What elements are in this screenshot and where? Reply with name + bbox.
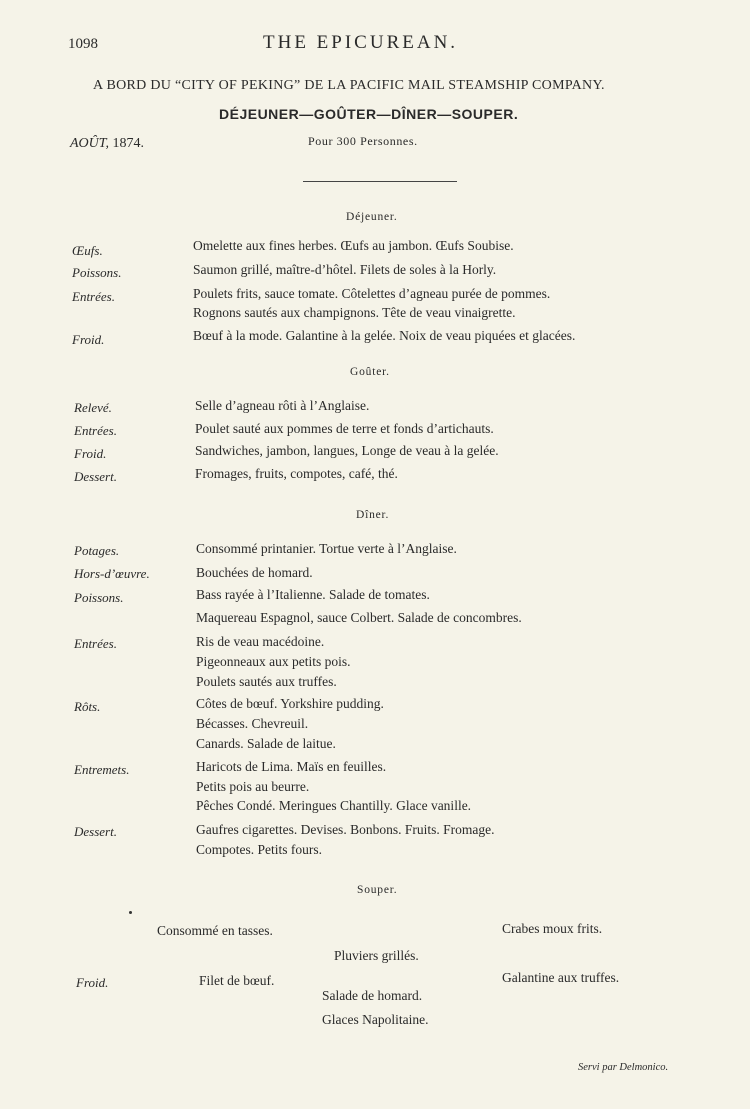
diner-dessert-label: Dessert.	[74, 824, 117, 839]
diner-entrees-line-1: Ris de veau macédoine.	[196, 634, 325, 649]
diner-entrees-line-2: Pigeonneaux aux petits pois.	[196, 654, 351, 669]
menu-date	[70, 136, 144, 152]
diner-entrees-label: Entrées.	[74, 636, 117, 651]
souper-item-salade: Salade de homard.	[322, 988, 423, 1003]
dejeuner-froid-line-1: Bœuf à la mode. Galantine à la gelée. Noix de veau piquées et glacées.	[193, 328, 576, 343]
dejeuner-poissons-line-1: Saumon grillé, maître-d’hôtel. Filets de soles à la Horly.	[193, 262, 497, 277]
gouter-froid-line-1: Sandwiches, jambon, langues, Longe de veau à la gelée.	[195, 443, 499, 458]
diner-rots-label: Rôts.	[74, 699, 101, 714]
souper-froid-label: Froid.	[76, 975, 109, 990]
dejeuner-oeufs-label: Œufs.	[72, 243, 103, 258]
diner-potages-label: Potages.	[74, 543, 120, 558]
diner-entremets-label: Entremets.	[74, 762, 130, 777]
diner-rots-line-2: Bécasses. Chevreuil.	[196, 716, 309, 731]
print-speck	[129, 911, 132, 914]
dejeuner-heading: Déjeuner.	[346, 211, 398, 223]
guest-count: Pour 300 Personnes.	[308, 134, 418, 148]
running-title: THE EPICUREAN.	[263, 32, 459, 53]
souper-item-crabes: Crabes moux frits.	[502, 921, 603, 936]
gouter-releve-line-1: Selle d’agneau rôti à l’Anglaise.	[195, 398, 370, 413]
gouter-dessert-line-1: Fromages, fruits, compotes, café, thé.	[195, 466, 398, 481]
gouter-releve-label: Relevé.	[74, 400, 112, 415]
dejeuner-oeufs-line-1: Omelette aux fines herbes. Œufs au jambon. Œufs Soubise.	[193, 238, 514, 253]
souper-heading: Souper.	[357, 884, 398, 896]
diner-hors-doeuvre-line-1: Bouchées de homard.	[196, 565, 313, 580]
diner-entremets-line-2: Petits pois au beurre.	[196, 779, 310, 794]
meals-line: DÉJEUNER—GOÛTER—DÎNER—SOUPER.	[219, 106, 519, 122]
gouter-dessert-label: Dessert.	[74, 469, 117, 484]
diner-entremets-line-3: Pêches Condé. Meringues Chantilly. Glace vanille.	[196, 798, 472, 813]
gouter-froid-label: Froid.	[74, 446, 107, 461]
souper-item-pluviers: Pluviers grillés.	[334, 948, 419, 963]
souper-item-galantine: Galantine aux truffes.	[502, 970, 620, 985]
date-month: AOÛT,	[70, 136, 110, 151]
dejeuner-froid-label: Froid.	[72, 332, 105, 347]
gouter-entrees-label: Entrées.	[74, 423, 117, 438]
served-by-credit: Servi par Delmonico.	[578, 1062, 669, 1073]
dejeuner-entrees-label: Entrées.	[72, 289, 115, 304]
souper-item-glaces: Glaces Napolitaine.	[322, 1012, 429, 1027]
dejeuner-entrees-line-2: Rognons sautés aux champignons. Tête de veau vinaigrette.	[193, 305, 516, 320]
page-number: 1098	[68, 36, 98, 52]
diner-poissons-label: Poissons.	[74, 590, 124, 605]
souper-item-consomme: Consommé en tasses.	[157, 923, 273, 938]
diner-dessert-line-2: Compotes. Petits fours.	[196, 842, 323, 857]
diner-poissons-line-1: Bass rayée à l’Italienne. Salade de tomates.	[196, 587, 430, 602]
vessel-line: A BORD DU “CITY OF PEKING” DE LA PACIFIC MAIL STEAMSHIP COMPANY.	[93, 78, 605, 93]
diner-poissons-line-2: Maquereau Espagnol, sauce Colbert. Salade de concombres.	[196, 610, 522, 625]
diner-dessert-line-1: Gaufres cigarettes. Devises. Bonbons. Fruits. Fromage.	[196, 822, 495, 837]
diner-rots-line-1: Côtes de bœuf. Yorkshire pudding.	[196, 696, 384, 711]
dejeuner-entrees-line-1: Poulets frits, sauce tomate. Côtelettes d’agneau purée de pommes.	[193, 286, 551, 301]
date-year: 1874.	[112, 136, 145, 151]
diner-heading: Dîner.	[356, 509, 390, 521]
diner-potages-line-1: Consommé printanier. Tortue verte à l’Anglaise.	[196, 541, 457, 556]
gouter-heading: Goûter.	[350, 366, 390, 378]
diner-hors-doeuvre-label: Hors-d’œuvre.	[74, 566, 150, 581]
dejeuner-poissons-label: Poissons.	[72, 265, 122, 280]
divider-rule	[303, 181, 457, 182]
souper-item-filet: Filet de bœuf.	[199, 973, 275, 988]
diner-entrees-line-3: Poulets sautés aux truffes.	[196, 674, 337, 689]
diner-rots-line-3: Canards. Salade de laitue.	[196, 736, 336, 751]
gouter-entrees-line-1: Poulet sauté aux pommes de terre et fonds d’artichauts.	[195, 421, 494, 436]
diner-entremets-line-1: Haricots de Lima. Maïs en feuilles.	[196, 759, 387, 774]
